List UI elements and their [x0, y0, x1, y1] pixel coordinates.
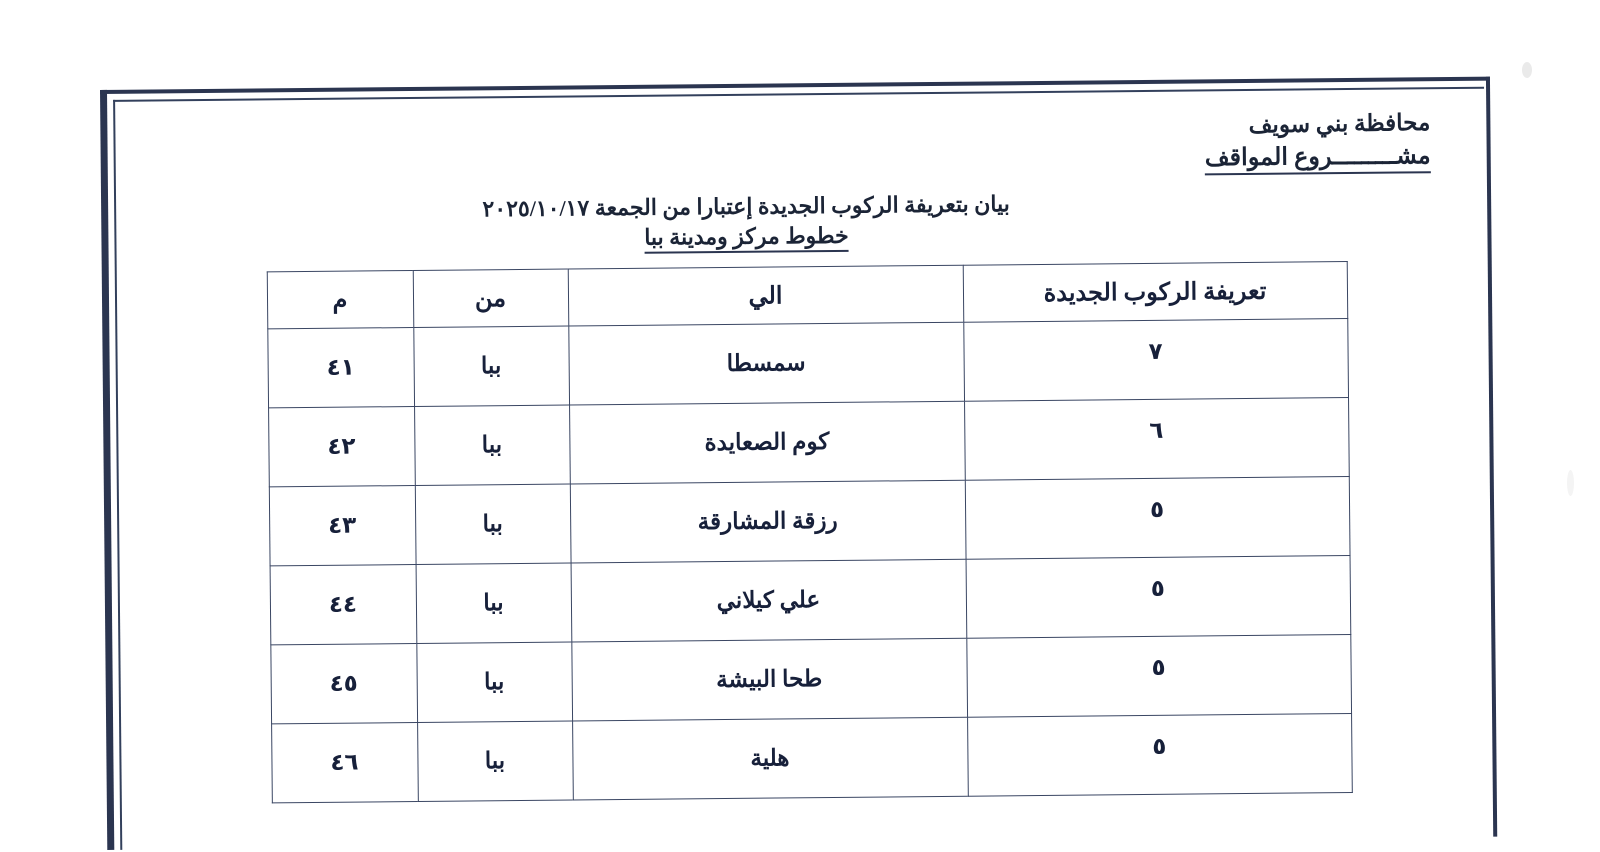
fare-statement-subtitle: بيان بتعريفة الركوب الجديدة إعتبارا من الجمعة ٢٠٢٥/١٠/١٧ [482, 191, 1010, 222]
scan-artifact [1567, 470, 1574, 496]
fares-table-body [267, 319, 1352, 803]
project-title [1205, 141, 1431, 175]
cell-to: طحا البيشة [571, 638, 967, 721]
column-header-from: من [413, 269, 569, 327]
scan-artifact [1522, 62, 1532, 78]
cell-to: رزقة المشارقة [570, 480, 966, 563]
cell-fare: ٥ [967, 706, 1352, 789]
cell-to: سمسطا [568, 322, 964, 405]
cell-to: كوم الصعايدة [569, 401, 965, 484]
cell-index: ٤٢ [268, 406, 415, 486]
cell-index: ٤٦ [271, 722, 418, 802]
cell-from: ببا [413, 326, 569, 406]
document-header [155, 109, 1456, 185]
project-title-dash: ـــــــــ [1333, 143, 1397, 171]
cell-fare: ٧ [963, 311, 1348, 394]
sheet-inner-border [113, 87, 1491, 850]
cell-from: ببا [416, 642, 572, 722]
scanned-sheet [100, 77, 1497, 850]
cell-from: ببا [417, 721, 573, 801]
column-header-to: الي [568, 265, 964, 326]
cell-index: ٤٣ [269, 485, 416, 565]
project-title-prefix: مش [1396, 143, 1431, 170]
cell-from: ببا [415, 484, 571, 564]
cell-to: هلية [572, 717, 968, 800]
cell-fare: ٥ [965, 469, 1350, 552]
table-row [271, 714, 1352, 803]
cell-fare: ٥ [966, 627, 1351, 710]
sheet-content [115, 89, 1502, 852]
project-title-suffix: روع المواقف [1204, 144, 1334, 172]
cell-fare: ٥ [965, 548, 1350, 631]
cell-index: ٤٥ [270, 643, 417, 723]
cell-from: ببا [414, 405, 570, 485]
cell-from: ببا [416, 563, 572, 643]
cell-index: ٤١ [267, 328, 414, 408]
section-title: خطوط مركز ومدينة ببا [644, 223, 849, 254]
fares-table [266, 261, 1352, 803]
column-header-fare: تعريفة الركوب الجديدة [963, 262, 1348, 323]
cell-to: علي كيلاني [571, 559, 967, 642]
cell-fare: ٦ [964, 390, 1349, 473]
document-subtitle-block [156, 187, 1457, 258]
column-header-index: م [267, 271, 414, 329]
cell-index: ٤٤ [270, 564, 417, 644]
governorate-title: محافظة بني سويف [1248, 109, 1431, 138]
